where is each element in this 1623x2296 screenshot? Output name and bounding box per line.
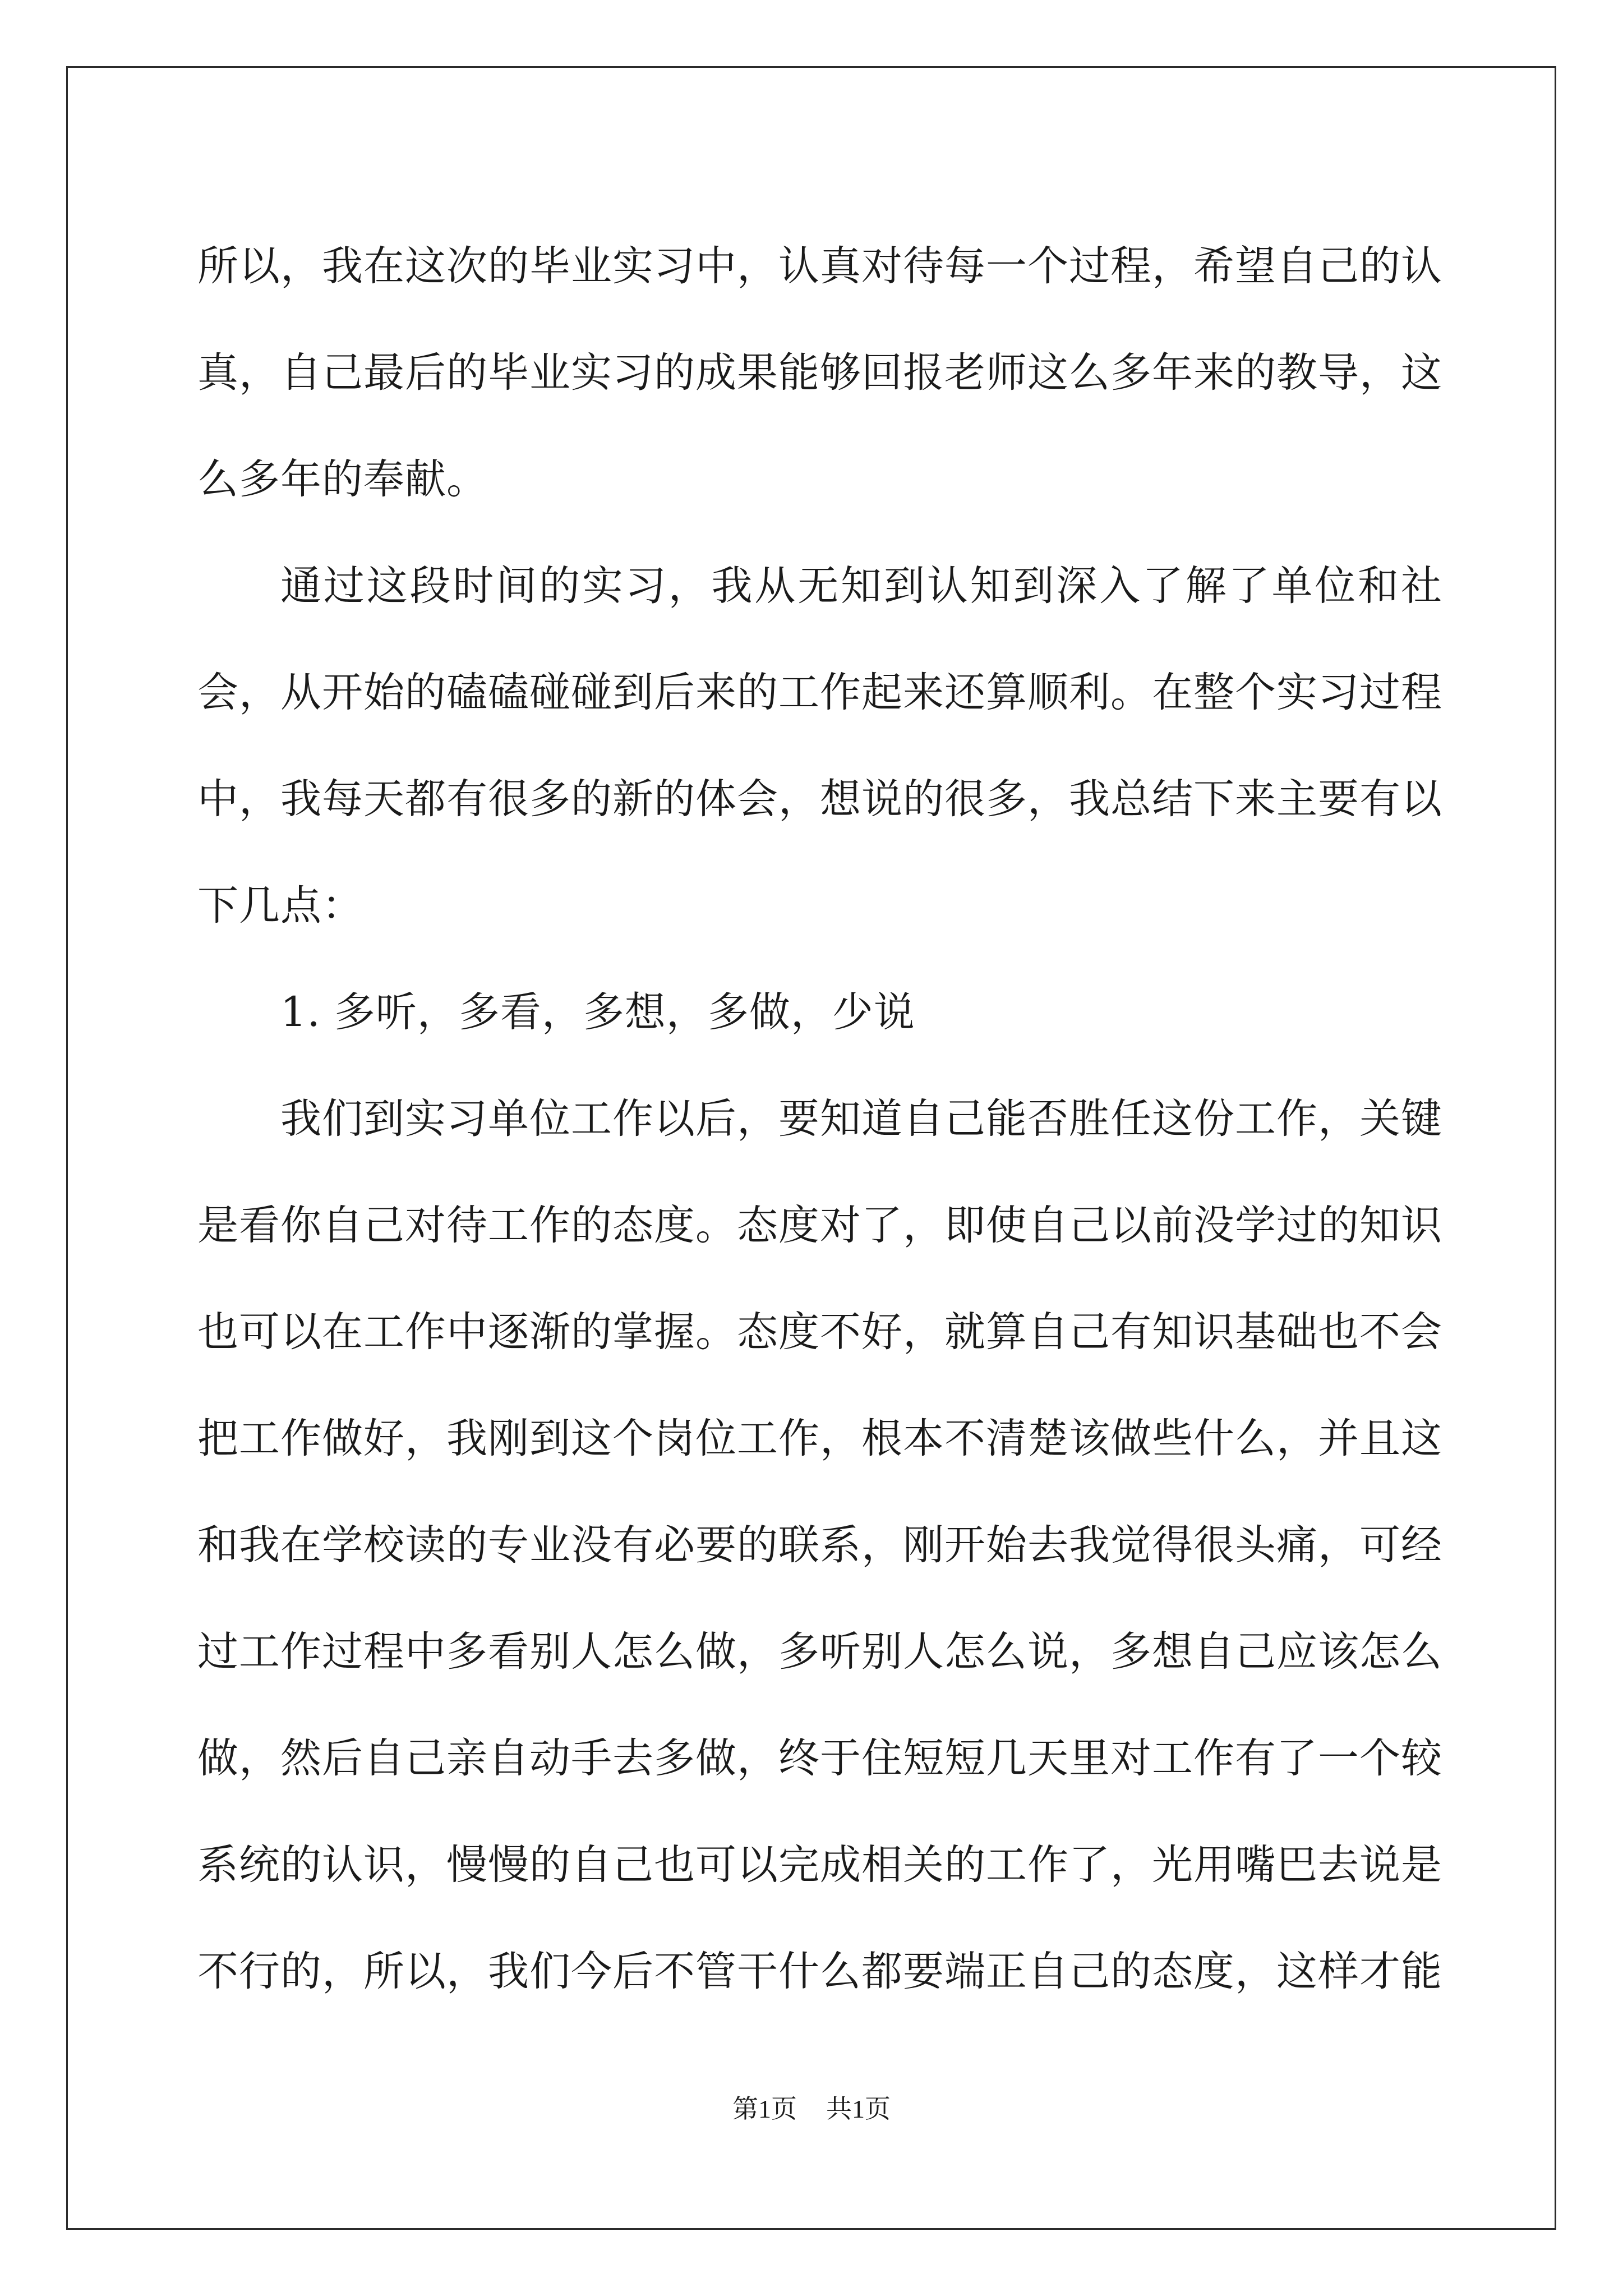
- page-footer: [0, 2092, 1623, 2126]
- paragraph-3: 我们到实习单位工作以后，要知道自己能否胜任这份工作，关键是看你自己对待工作的态度。态度对了，即使自己以前没学过的知识也可以在工作中逐渐的掌握。态度不好，就算自己有知识基础也不会把工作做好，我刚到这个岗位工作，根本不清楚该做些什么，并且这和我在学校读的专业没有必要的联系，刚开始去我觉得很头痛，可经过工作过程中多看别人怎么做，多听别人怎么说，多想自己应该怎么做，然后自己亲自动手去多做，终于住短短几天里对工作有了一个较系统的认识，慢慢的自己也可以完成相关的工作了，光用嘴巴去说是不行的，所以，我们今后不管干什么都要端正自己的态度，这样才能: [197, 1095, 1442, 1995]
- page-total: 共1页: [826, 2095, 891, 2123]
- page-number: 第1页: [732, 2095, 797, 2123]
- document-body: [197, 213, 1442, 2025]
- paragraph-1: 所以，我在这次的毕业实习中，认真对待每一个过程，希望自己的认真，自己最后的毕业实习的成果能够回报老师这么多年来的教导，这么多年的奉献。: [197, 242, 1442, 503]
- paragraph-2: 通过这段时间的实习，我从无知到认知到深入了解了单位和社会，从开始的磕磕碰碰到后来的工作起来还算顺利。在整个实习过程中，我每天都有很多的新的体会，想说的很多，我总结下来主要有以下几点：: [197, 562, 1442, 930]
- list-item-heading: 1. 多听，多看，多想，多做，少说: [280, 988, 915, 1036]
